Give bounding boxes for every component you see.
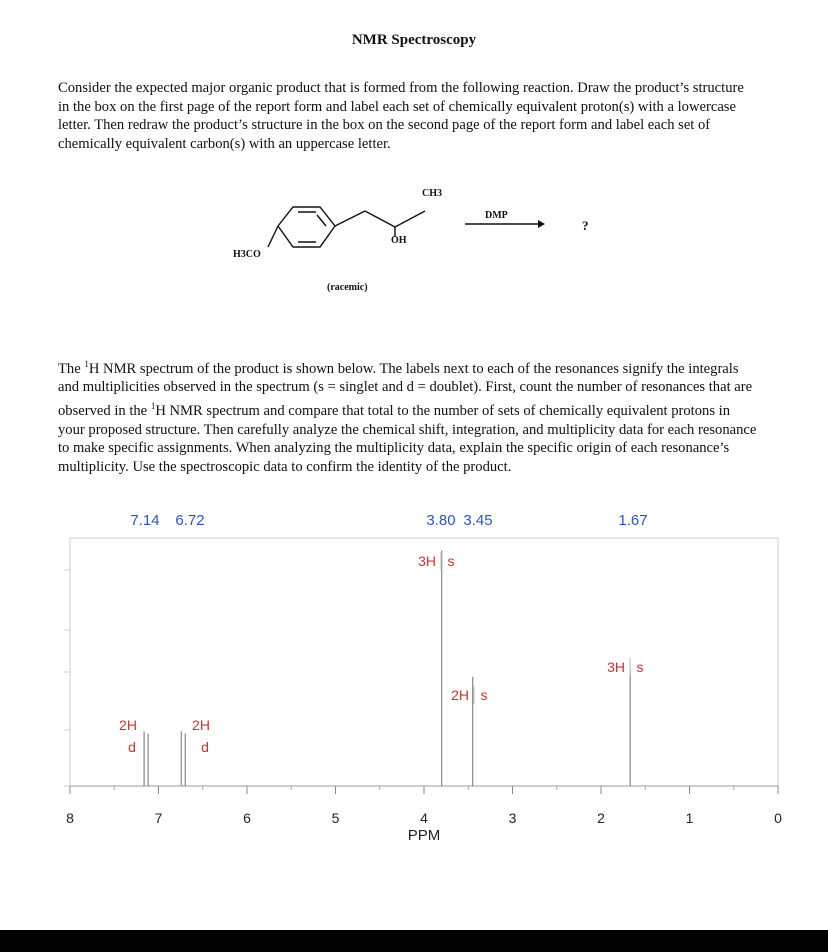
spectrum-text-part1: The [58, 360, 85, 377]
x-tick-label: 4 [420, 810, 428, 826]
x-tick-label: 2 [597, 810, 605, 826]
peak-integral: 2H [451, 687, 469, 703]
plot-frame [70, 538, 778, 786]
peak-shift-label: 7.14 [130, 512, 160, 529]
reaction-scheme [220, 175, 620, 300]
product-unknown: ? [582, 218, 589, 233]
peak-shift-label: 1.67 [618, 512, 648, 529]
hydroxyl-label: OH [391, 235, 407, 246]
spectrum-text-part3: H NMR spectrum and compare that total to the number of sets of chemically equivalent protons in your proposed structure. Then carefully analyze the chemical shift, integration, and multiplicity data for each resonance to make specific assignments. When analyzing the multiplicity data, explain the specific origin of each resonance’s multiplicity. Use the spectroscopic data to confirm the identity of the product. [58, 402, 757, 475]
reagent-label: DMP [485, 210, 508, 221]
peak-multiplicity: s [480, 687, 488, 703]
peak-shift-label: 3.80 [426, 512, 456, 529]
peak-multiplicity: s [447, 553, 455, 569]
x-tick-label: 6 [243, 810, 251, 826]
spectrum-text-part2: H NMR spectrum of the product is shown below. The labels next to each of the resonances signify the integrals and multiplicities observed in the spectrum (s = singlet and d = doublet). First, count the number of resonances that are observed in the [58, 360, 753, 419]
x-tick-label: 5 [331, 810, 340, 826]
reaction-arrow-head [538, 220, 545, 228]
x-tick-label: 8 [66, 810, 74, 826]
x-tick-label: 3 [508, 810, 517, 826]
spectrum-paragraph [58, 355, 758, 476]
page-title: NMR Spectroscopy [351, 32, 477, 48]
intro-paragraph: Consider the expected major organic product that is formed from the following reaction. Draw the product’s structure in the box on the first page of the report form and label each set of chemically equivalent proton(s) with a lowercase letter. Then redraw the product’s structure in the box on the second page of the report form and label each set of chemically equivalent carbon(s) with an uppercase letter. [58, 80, 744, 152]
peak-multiplicity: s [636, 659, 644, 675]
peak-multiplicity: d [128, 739, 136, 755]
peak-integral: 2H [192, 717, 210, 733]
peak-shift-label: 6.72 [175, 512, 205, 529]
superscript-1a: 1 [84, 359, 89, 369]
superscript-1b: 1 [150, 401, 156, 412]
nmr-spectrum [0, 500, 828, 850]
methoxy-label: H3CO [233, 249, 261, 260]
x-tick-label: 0 [774, 810, 782, 826]
page-bottom-bar [0, 930, 828, 952]
x-tick-label: 7 [154, 810, 163, 826]
peak-integral: 2H [119, 717, 137, 733]
methyl-label: CH3 [422, 188, 442, 199]
peak-multiplicity: d [201, 739, 209, 755]
peak-integral: 3H [418, 553, 436, 569]
peak-shift-label: 3.45 [463, 512, 493, 529]
x-axis-label: PPM [407, 827, 441, 844]
x-tick-label: 1 [685, 810, 694, 826]
peak-integral: 3H [607, 659, 625, 675]
benzene-ring [278, 207, 335, 247]
racemic-note: (racemic) [327, 282, 368, 293]
